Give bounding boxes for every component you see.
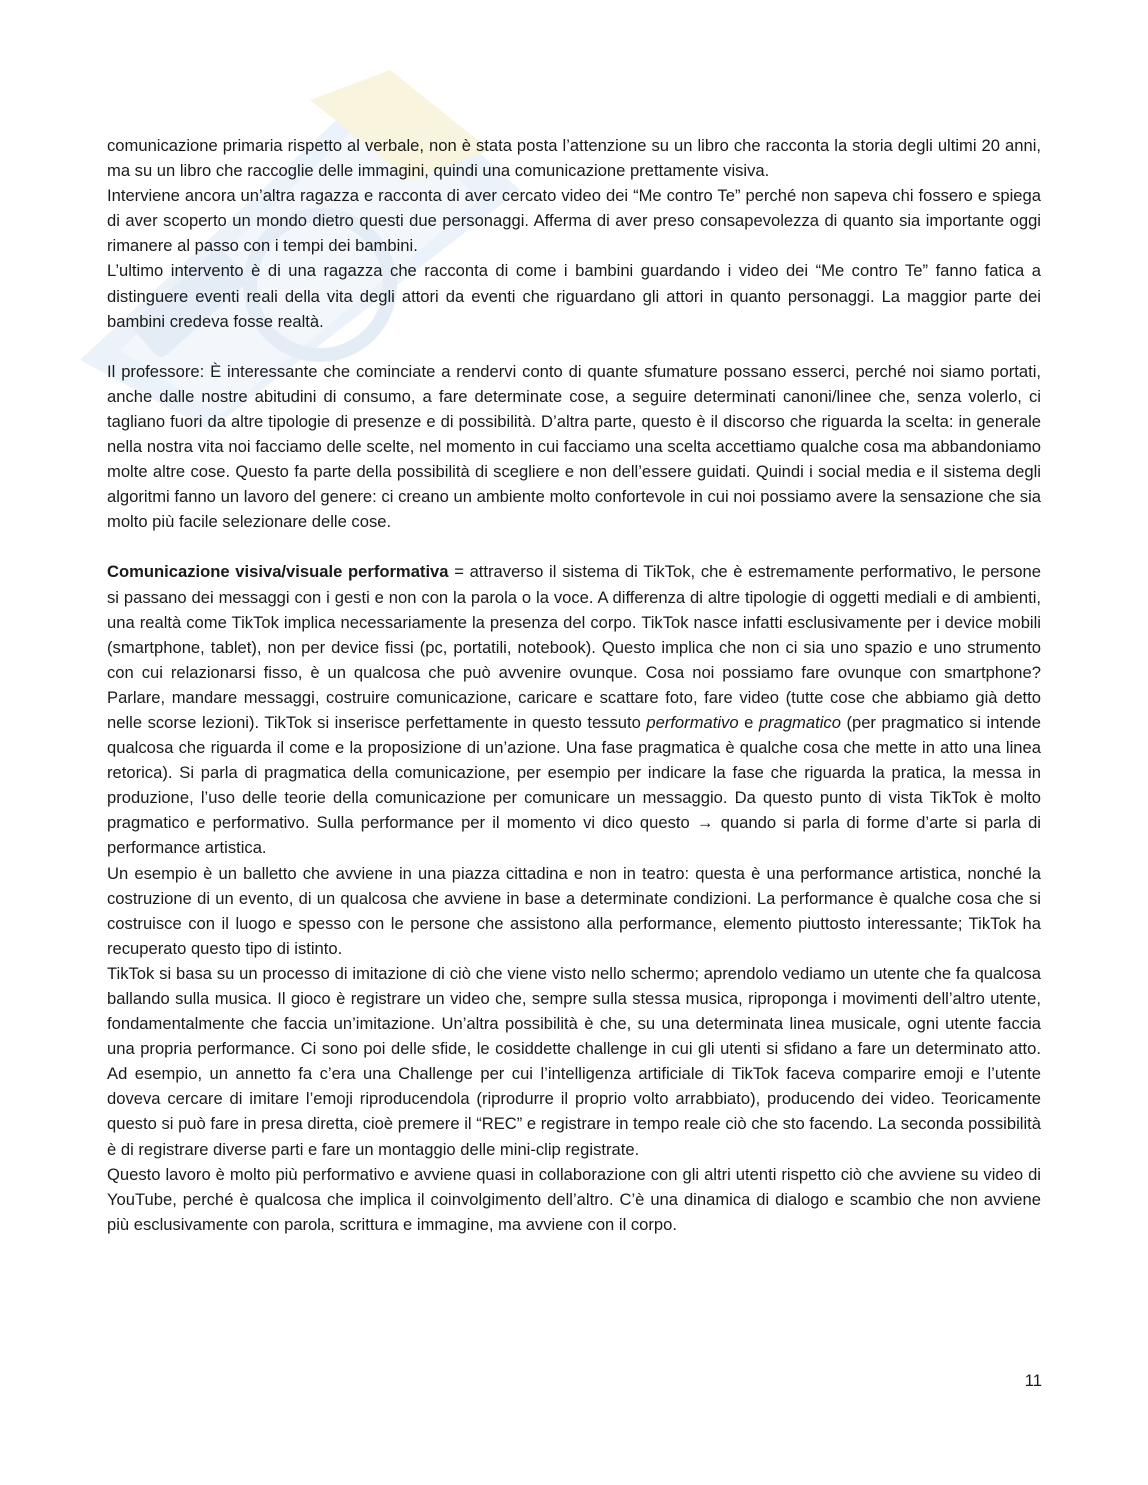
paragraph-visual-communication: comunicazione primaria rispetto al verbale, non è stata posta l’attenzione su un libro che racconta la storia degli ultimi 20 anni, ma su un libro che raccoglie delle immagini, quindi una comunicazione prettamente visiva.	[107, 136, 1041, 181]
text-run: quando si parla di forme d’arte si parla di performance artistica.	[107, 813, 1041, 858]
paragraph-professor: Il professore: È interessante che cominciate a rendervi conto di quante sfumature possano esserci, perché noi siamo portati, anche dalle nostre abitudini di consumo, a fare determinate cose, a seguire determinati canoni/linee che, senza volerlo, ci tagliano fuori da altre tipologie di presenze e di possibilità. D’altra parte, questo è il discorso che riguarda la scelta: in generale nella nostra vita noi facciamo delle scelte, nel momento in cui facciamo una scelta accettiamo qualche cosa ma abbandoniamo molte altre cose. Questo fa parte della possibilità di scegliere e non dell’essere guidati. Quindi i social media e il sistema degli algoritmi fanno un lavoro del genere: ci creano un ambiente molto confortevole in cui noi possiamo avere la sensazione che sia molto più facile selezionare delle cose.	[107, 361, 1041, 532]
paragraph-performative-communication	[107, 559, 1041, 860]
italic-term-performativo: performativo	[646, 712, 739, 732]
paragraph-tiktok-imitation: TikTok si basa su un processo di imitazione di ciò che viene visto nello schermo; aprendolo vediamo un utente che fa qualcosa ballando sulla musica. Il gioco è registrare un video che, sempre sulla stessa musica, riproponga i movimenti dell’altro utente, fondamentalmente che faccia un’imitazione. Un’altra possibilità è che, su una determinata linea musicale, ogni utente faccia una propria performance. Ci sono poi delle sfide, le cosiddette challenge in cui gli utenti si sfidano a fare un determinato atto. Ad esempio, un annetto fa c’era una Challenge per cui l’intelligenza artificiale di TikTok faceva comparire emoji e l’utente doveva cercare di imitare l’emoji riproducendola (riprodurre il proprio volto arrabbiato), producendo dei video. Teoricamente questo si può fare in presa diretta, cioè premere il “REC” e registrare in tempo reale ciò che sto facendo. La seconda possibilità è di registrare diverse parti e fare un montaggio delle mini-clip registrate.	[107, 963, 1041, 1159]
text-run: = attraverso il sistema di TikTok, che è estremamente performativo, le persone si passano dei messaggi con i gesti e non con la parola o la voce. A differenza di altre tipologie di oggetti mediali e di ambienti, una realtà come TikTok implica necessariamente la presenza del corpo. TikTok nasce infatti esclusivamente per i device mobili (smartphone, tablet), non per device fissi (pc, portatili, notebook). Questo implica che non ci sia uno spazio e uno strumento con cui relazionarsi fisso, è un qualcosa che può avvenire ovunque. Cosa noi possiamo fare ovunque con smartphone? Parlare, mandare messaggi, costruire comunicazione, caricare e scattare foto, fare video (tutte cose che abbiamo già detto nelle scorse lezioni). TikTok si inserisce perfettamente in questo tessuto	[107, 562, 1041, 732]
text-run: (per pragmatico si intende qualcosa che riguarda il come e la proposizione di un’azione. Una fase pragmatica è qualche cosa che mette in atto una linea retorica). Si parla di pragmatica della comunicazione, per esempio per indicare la fase che riguarda la pratica, la messa in produzione, l’uso delle teorie della comunicazione per comunicare un messaggio. Da questo punto di vista TikTok è molto pragmatico e performativo. Sulla performance per il momento vi dico questo	[107, 712, 1042, 833]
text-run: e	[738, 712, 759, 732]
italic-term-pragmatico: pragmatico	[758, 712, 841, 732]
paragraph-balletto-example: Un esempio è un balletto che avviene in una piazza cittadina e non in teatro: questa è una performance artistica, nonché la costruzione di un evento, di un qualcosa che avviene in base a determinate condizioni. La performance è qualche cosa che si costruisce con il luogo e spesso con le persone che assistono alla performance, elemento piuttosto interessante; TikTok ha recuperato questo tipo di istinto.	[107, 863, 1041, 958]
section-heading-term: Comunicazione visiva/visuale performativa	[107, 562, 449, 582]
paragraph-spacer	[107, 334, 1041, 359]
arrow-right-icon: →	[696, 813, 714, 833]
page-number: 11	[1024, 1371, 1042, 1390]
paragraph-collaboration: Questo lavoro è molto più performativo e avviene quasi in collaborazione con gli altri utenti rispetto ciò che avviene su video di YouTube, perché è qualcosa che implica il coinvolgimento dell’altro. C’è una dinamica di dialogo e scambio che non avviene più esclusivamente con parola, scrittura e immagine, ma avviene con il corpo.	[107, 1164, 1041, 1234]
paragraph-spacer	[107, 534, 1041, 559]
paragraph-me-contro-te-discovery: Interviene ancora un’altra ragazza e racconta di aver cercato video dei “Me contro Te” perché non sapeva chi fossero e spiega di aver scoperto un mondo dietro questi due personaggi. Afferma di aver preso consapevolezza di quanto sia importante oggi rimanere al passo con i tempi dei bambini.	[107, 186, 1041, 256]
paragraph-last-intervention: L’ultimo intervento è di una ragazza che racconta di come i bambini guardando i video dei “Me contro Te” fanno fatica a distinguere eventi reali della vita degli attori da eventi che riguardano gli attori in quanto personaggi. La maggior parte dei bambini credeva fosse realtà.	[107, 261, 1041, 331]
document-body	[107, 133, 1041, 1237]
